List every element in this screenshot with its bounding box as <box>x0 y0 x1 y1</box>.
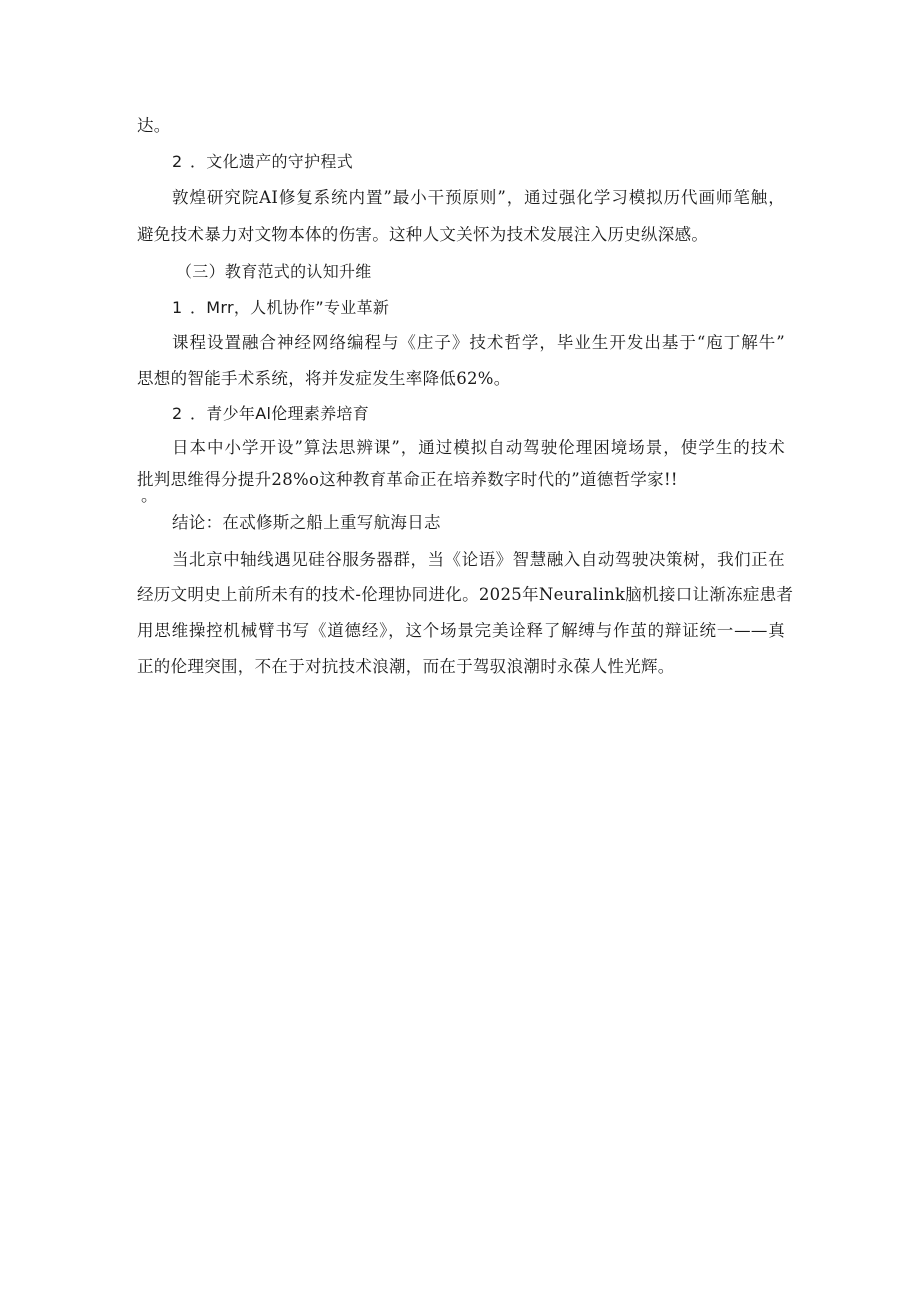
subsection-3-1-title: ．Mrr，人机协作”专业革新 <box>190 298 390 317</box>
conclusion-paragraph-line-4: 正的伦理突围，不在于对抗技术浪潮，而在于驾驭浪潮时永葆人性光辉。 <box>137 657 675 676</box>
subsection-2-paragraph-line-2: 避免技术暴力对文物本体的伤害。这种人文关怀为技术发展注入历史纵深感。 <box>137 225 709 244</box>
subsection-3-1-paragraph-line-2: 思想的智能手术系统，将并发症发生率降低62%。 <box>137 369 511 388</box>
subsection-3-2-number: 2 <box>172 404 183 423</box>
subsection-3-2-paragraph-line-3: 。 <box>141 486 158 505</box>
section-3-title: （三）教育范式的认知升维 <box>176 262 372 281</box>
subsection-3-2-paragraph-line-2: 批判思维得分提升28%o这种教育革命正在培养数字时代的”道德哲学家!! <box>137 470 678 489</box>
conclusion-paragraph-line-2: 经历文明史上前所未有的技术-伦理协同进化。2025年Neuralink脑机接口让渐冻症患者 <box>137 585 794 604</box>
subsection-3-2-title: ．青少年Al伦理素养培育 <box>190 404 369 423</box>
subsection-3-1-paragraph-line-1: 课程设置融合神经网络编程与《庄子》技术哲学，毕业生开发出基于“庖丁解牛” <box>172 333 785 352</box>
subsection-3-1-number: 1 <box>172 298 183 317</box>
conclusion-title: 结论：在忒修斯之船上重写航海日志 <box>172 513 441 532</box>
conclusion-paragraph-line-1: 当北京中轴线遇见硅谷服务器群，当《论语》智慧融入自动驾驶决策树，我们正在 <box>172 550 785 569</box>
paragraph-tail: 达。 <box>137 116 171 135</box>
subsection-2-title: ．文化遗产的守护程式 <box>190 152 354 171</box>
subsection-2-paragraph-line-1: 敦煌研究院AI修复系统内置”最小干预原则”，通过强化学习模拟历代画师笔触， <box>172 188 785 207</box>
subsection-3-2-paragraph-line-1: 日本中小学开设”算法思辨课”，通过模拟自动驾驶伦理困境场景，使学生的技术 <box>172 438 785 457</box>
conclusion-paragraph-line-3: 用思维操控机械臂书写《道德经》，这个场景完美诠释了解缚与作茧的辩证统一——真 <box>137 621 785 640</box>
subsection-2-number: 2 <box>172 152 183 171</box>
